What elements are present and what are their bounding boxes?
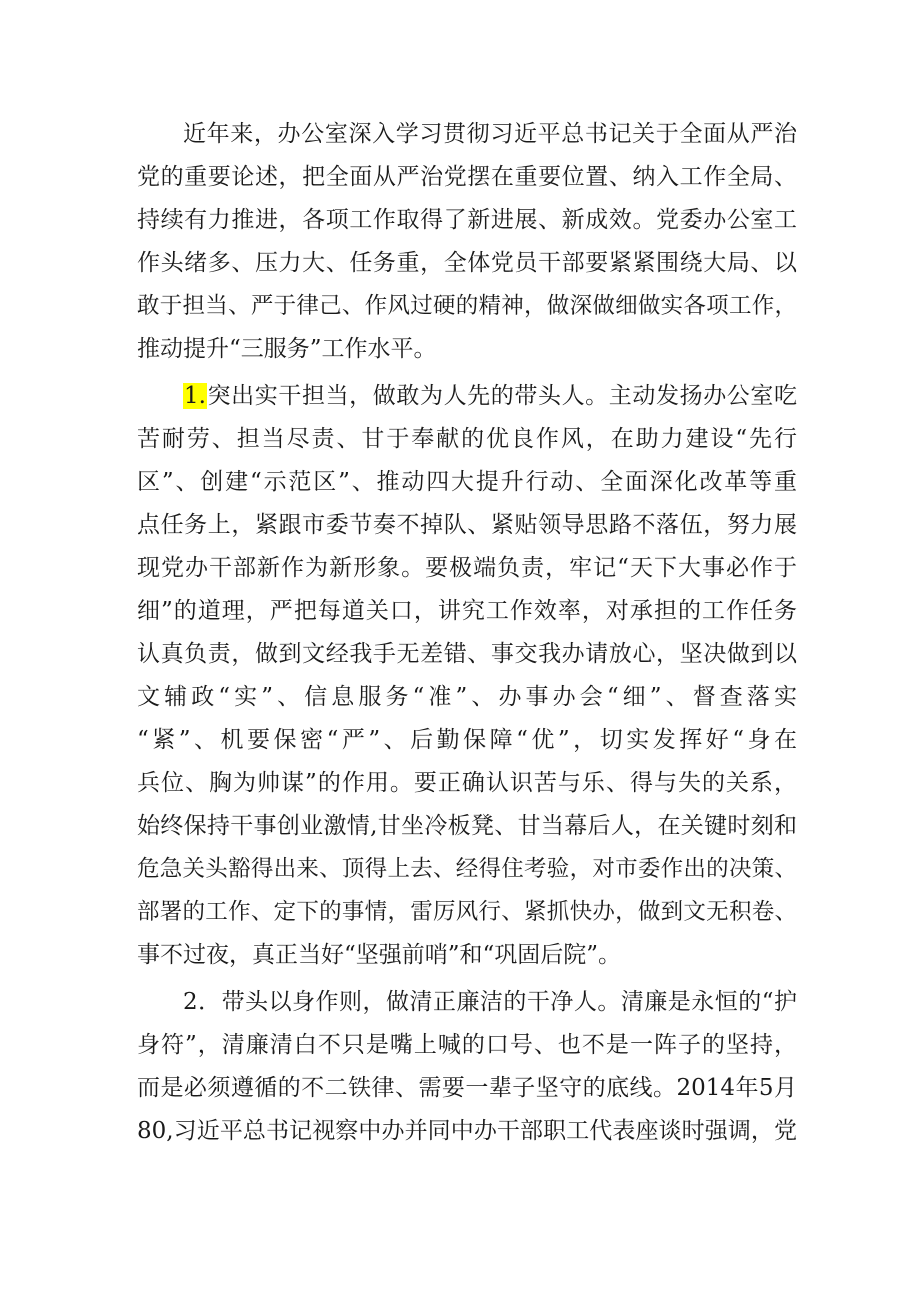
paragraph-2-line-9: “紧”、机要保密“严”、后勤保障“优”，切实发挥好“身在 [137, 727, 797, 753]
paragraph-1-line-6: 推动提升“三服务”工作水平。 [137, 336, 437, 362]
paragraph-2-line-2: 苦耐劳、担当尽责、甘于奉献的优良作风，在助力建设“先行 [137, 426, 797, 452]
paragraph-2-line-8: 文辅政“实”、信息服务“准”、办事办会“细”、督查落实 [137, 684, 797, 710]
paragraph-2-line-13: 部署的工作、定下的事情，雷厉风行、紧抓快办，做到文无积卷、 [137, 899, 797, 925]
paragraph-3-line-4: 80,习近平总书记视察中办并同中办干部职工代表座谈时强调，党 [137, 1118, 797, 1144]
paragraph-2-line-12: 危急关头豁得出来、顶得上去、经得住考验，对市委作出的决策、 [137, 856, 797, 882]
paragraph-2-line-6: 细”的道理，严把每道关口，讲究工作效率，对承担的工作任务 [137, 598, 797, 624]
paragraph-2-line-14: 事不过夜，真正当好“坚强前哨”和“巩固后院”。 [137, 942, 622, 968]
paragraph-1-line-2: 党的重要论述，把全面从严治党摆在重要位置、纳入工作全局、 [137, 164, 797, 190]
paragraph-1-line-3: 持续有力推进，各项工作取得了新进展、新成效。党委办公室工 [137, 207, 797, 233]
paragraph-2-line-4: 点任务上，紧跟市委节奏不掉队、紧贴领导思路不落伍，努力展 [137, 512, 797, 538]
paragraph-1-line-4: 作头绪多、压力大、任务重，全体党员干部要紧紧围绕大局、以 [137, 250, 797, 276]
paragraph-2-line-7: 认真负责，做到文经我手无差错、事交我办请放心，坚决做到以 [137, 641, 797, 667]
paragraph-2-line-11: 始终保持干事创业激情,甘坐冷板凳、甘当幕后人，在关键时刻和 [137, 813, 797, 839]
paragraph-3-line-3: 而是必须遵循的不二铁律、需要一辈子坚守的底线。2014年5月 [137, 1075, 797, 1101]
paragraph-2-line-10: 兵位、胸为帅谋”的作用。要正确认识苦与乐、得与失的关系， [137, 770, 797, 796]
paragraph-2-marker: 1. [184, 383, 206, 409]
paragraph-3-line-1: 2．带头以身作则，做清正廉洁的干净人。清廉是永恒的“护 [183, 989, 797, 1015]
paragraph-3-line-2: 身符”，清廉清白不只是嘴上喊的口号、也不是一阵子的坚持， [137, 1032, 797, 1058]
paragraph-1-line-1: 近年来，办公室深入学习贯彻习近平总书记关于全面从严治 [183, 121, 797, 147]
paragraph-2-line-5: 现党办干部新作为新形象。要极端负责，牢记“天下大事必作于 [137, 555, 797, 581]
paragraph-2-line-1 [183, 379, 797, 413]
paragraph-1-line-5: 敢于担当、严于律己、作风过硬的精神，做深做细做实各项工作， [137, 293, 797, 319]
paragraph-2-line-3: 区”、创建“示范区”、推动四大提升行动、全面深化改革等重 [137, 469, 797, 495]
paragraph-2-line-1-text: 突出实干担当，做敢为人先的带头人。主动发扬办公室吃 [206, 383, 797, 409]
